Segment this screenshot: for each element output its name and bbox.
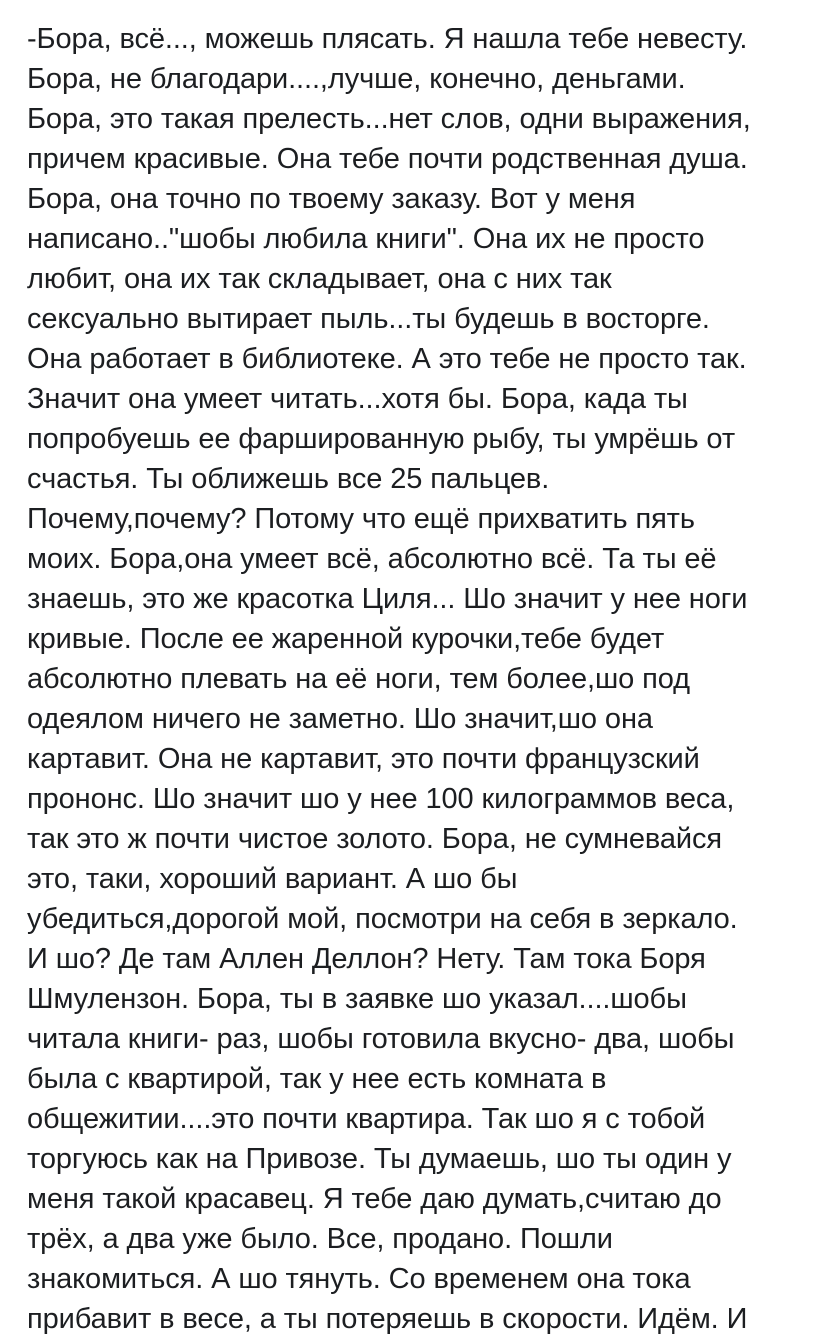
post-text-line: -Бора, всё..., можешь плясать. Я нашла тебе невесту. <box>27 23 748 55</box>
post-text-line: торгуюсь как на Привозе. Ты думаешь, шо ты один у <box>27 1143 732 1175</box>
post-text-line: убедиться,дорогой мой, посмотри на себя в зеркало. <box>27 903 738 935</box>
post-text-line: одеялом ничего не заметно. Шо значит,шо она <box>27 703 653 735</box>
post-text-line: знакомиться. А шо тянуть. Со временем она тока <box>27 1263 691 1295</box>
post-text <box>27 19 822 1339</box>
post-text-line: картавит. Она не картавит, это почти французский <box>27 743 700 775</box>
post-text-line: была с квартирой, так у нее есть комната в <box>27 1063 607 1095</box>
post-text-line: счастья. Ты оближешь все 25 пальцев. <box>27 463 550 495</box>
post-text-line: Значит она умеет читать...хотя бы. Бора, када ты <box>27 383 688 415</box>
post-text-line: это, таки, хороший вариант. А шо бы <box>27 863 518 895</box>
post-text-line: читала книги- раз, шобы готовила вкусно- два, шобы <box>27 1023 735 1055</box>
post-text-line: Почему,почему? Потому что ещё прихватить пять <box>27 503 695 535</box>
post-text-line: знаешь, это же красотка Циля... Шо значит у нее ноги <box>27 583 748 615</box>
post-text-line: прибавит в весе, а ты потеряешь в скорости. Идём. И <box>27 1303 748 1335</box>
post-text-line: Шмулензон. Бора, ты в заявке шо указал....шобы <box>27 983 687 1015</box>
post-text-line: Бора, она точно по твоему заказу. Вот у меня <box>27 183 636 215</box>
post-text-line: общежитии....это почти квартира. Так шо я с тобой <box>27 1103 706 1135</box>
post-text-line: любит, она их так складывает, она с них так <box>27 263 612 295</box>
post-text-line: Она работает в библиотеке. А это тебе не просто так. <box>27 343 747 375</box>
post-text-line: сексуально вытирает пыль...ты будешь в восторге. <box>27 303 710 335</box>
post-text-line: Бора, не благодари....,лучше, конечно, деньгами. <box>27 63 686 95</box>
post-text-line: И шо? Де там Аллен Деллон? Нету. Там тока Боря <box>27 943 706 975</box>
post-text-line: моих. Бора,она умеет всё, абсолютно всё. Та ты её <box>27 543 717 575</box>
post-text-line: причем красивые. Она тебе почти родственная душа. <box>27 143 748 175</box>
post-text-line: абсолютно плевать на её ноги, тем более,шо под <box>27 663 690 695</box>
post-text-line: так это ж почти чистое золото. Бора, не сумневайся <box>27 823 723 855</box>
post-text-line: Бора, это такая прелесть...нет слов, одни выражения, <box>27 103 751 135</box>
post-text-line: написано.."шобы любила книги". Она их не просто <box>27 223 705 255</box>
post-text-line: кривые. После ее жаренной курочки,тебе будет <box>27 623 665 655</box>
post-text-line: трёх, а два уже было. Все, продано. Пошли <box>27 1223 613 1255</box>
post-text-line: прононс. Шо значит шо у нее 100 килограммов веса, <box>27 783 735 815</box>
post-text-line: попробуешь ее фаршированную рыбу, ты умрёшь от <box>27 423 736 455</box>
post-text-line: меня такой красавец. Я тебе даю думать,считаю до <box>27 1183 722 1215</box>
